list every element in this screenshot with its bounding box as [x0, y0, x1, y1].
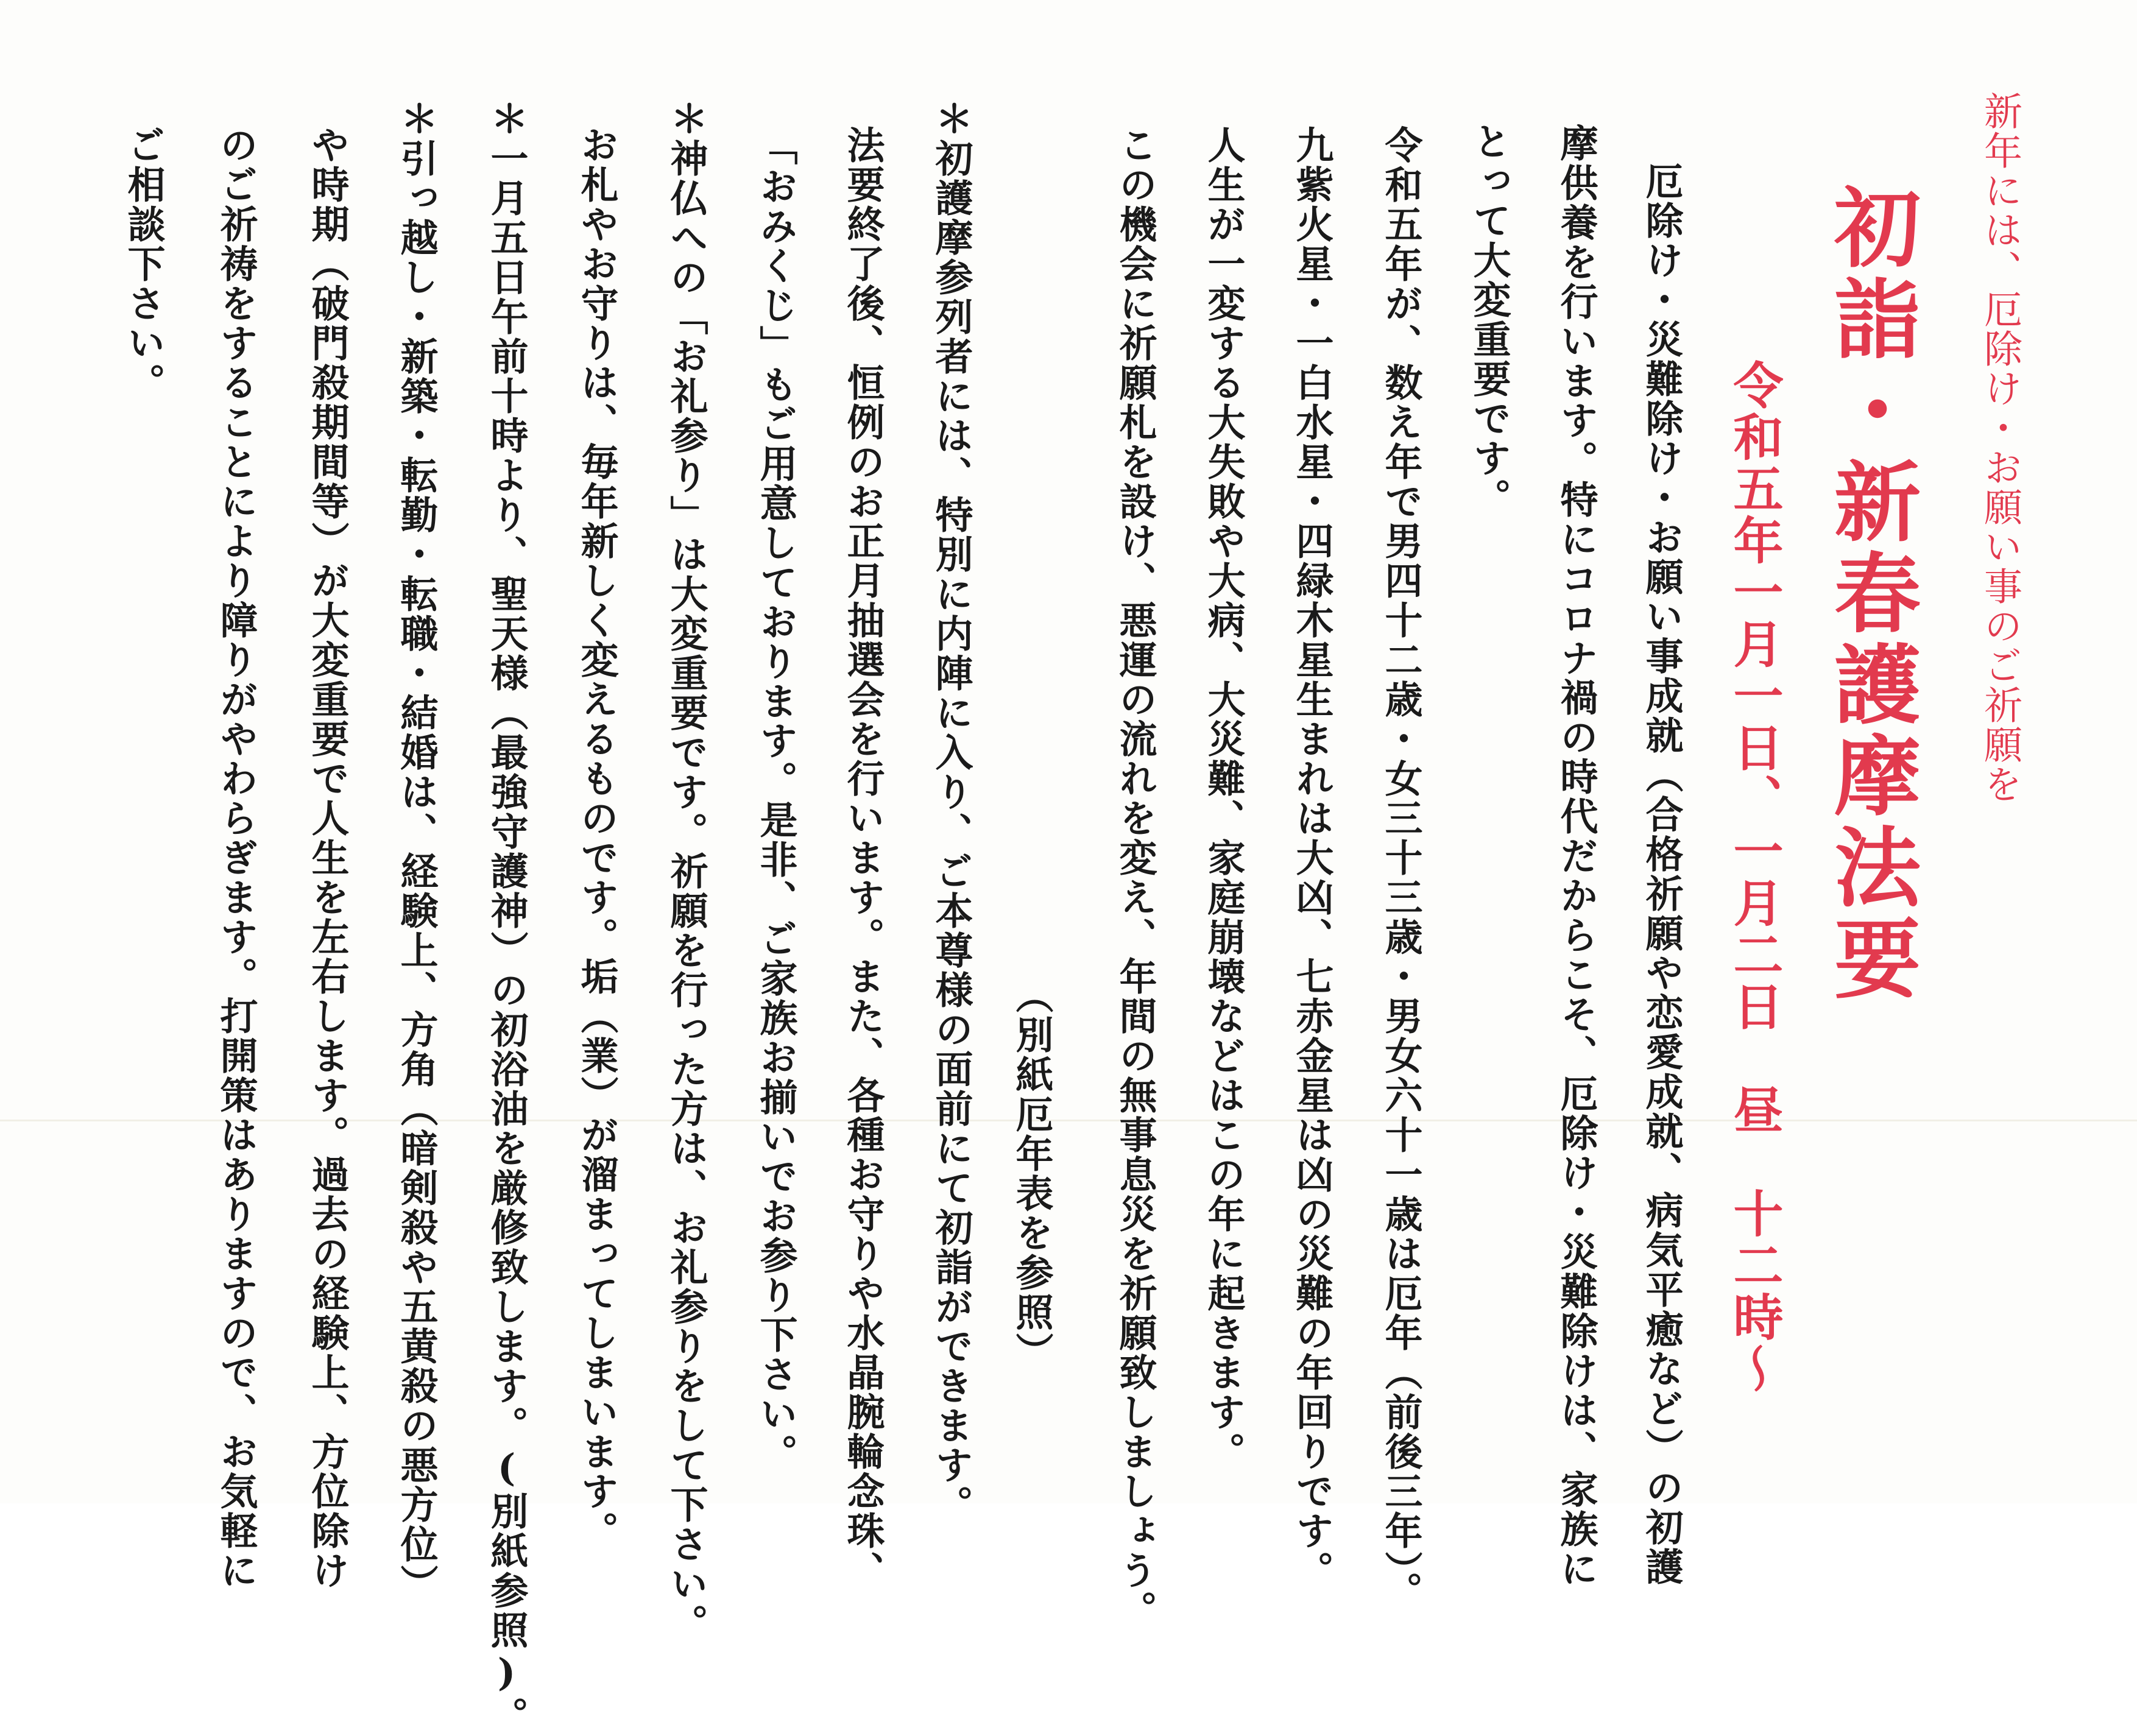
event-date: 令和五年一月一日、一月二日 昼 十二時～: [1725, 359, 1783, 1395]
body-line-11: ＊神仏への「お礼参り」は大変重要です。祈願を行った方は、お礼参りをして下さい。: [664, 99, 708, 1643]
body-line-1: 厄除け・災難除け・お願い事成就（合格祈願や恋愛成就、病気平癒など）の初護: [1639, 161, 1684, 1587]
body-line-6: 人生が一変する大失敗や大病、大災難、家庭崩壊などはこの年に起きます。: [1201, 125, 1246, 1472]
body-line-12: お札やお守りは、毎年新しく変えるものです。垢（業）が溜まってしまいます。: [574, 125, 619, 1551]
body-line-2: 摩供養を行います。特にコロナ禍の時代だからこそ、厄除け・災難除けは、家族に: [1554, 124, 1598, 1589]
body-line-16: のご祈祷をすることにより障りがやわらぎます。打開策はありますので、お気軽に: [214, 125, 258, 1590]
body-line-17: ご相談下さい。: [121, 125, 166, 403]
body-line-9: 法要終了後、恒例のお正月抽選会を行います。また、各種お守りや水晶腕輪念珠、: [841, 125, 885, 1590]
body-line-4: 令和五年が、数え年で男四十二歳・女三十三歳・男女六十一歳は厄年（前後三年）。: [1379, 125, 1423, 1611]
reference-note: （別紙厄年表を参照）: [1009, 976, 1054, 1372]
body-line-13: ＊一月五日午前十時より、聖天様（最強守護神）の初浴油を厳修致します。(別紙参照)。: [484, 99, 529, 1736]
body-line-5: 九紫火星・一白水星・四緑木星生まれは大凶、七赤金星は凶の災難の年回りです。: [1290, 125, 1334, 1590]
body-line-7: この機会に祈願札を設け、悪運の流れを変え、年間の無事息災を祈願致しましょう。: [1113, 125, 1157, 1630]
page-title: 初詣・新春護摩法要: [1820, 183, 1920, 1005]
body-line-3: とって大変重要です。: [1467, 122, 1511, 518]
body-line-15: や時期（破門殺期間等）が大変重要で人生を左右します。過去の経験上、方位除け: [305, 125, 350, 1590]
invitation-heading: 新年には、厄除け･お願い事のご祈願を: [1978, 91, 2022, 804]
body-line-10: 「おみくじ」もご用意しております。是非、ご家族お揃いでお参り下さい。: [754, 127, 798, 1473]
body-line-14: ＊引っ越し・新築・転勤・転職・結婚は、経験上、方角（暗剣殺や五黄殺の悪方位）: [394, 99, 439, 1604]
body-line-8: ＊初護摩参列者には、特別に内陣に入り、ご本尊様の面前にて初詣ができます。: [929, 99, 973, 1525]
